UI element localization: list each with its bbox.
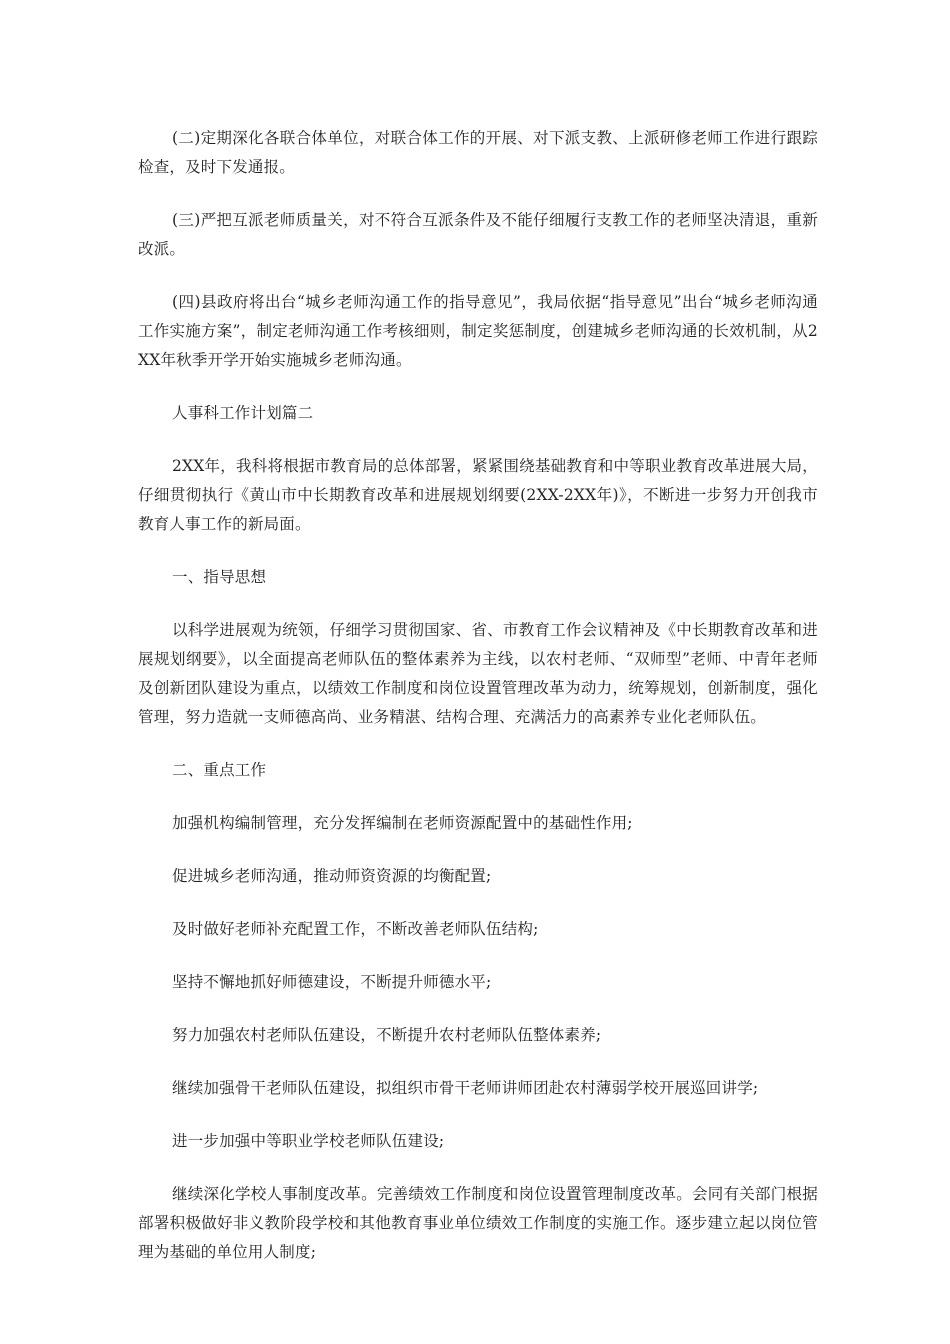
key-work-item: 坚持不懈地抓好师德建设，不断提升师德水平; bbox=[172, 973, 492, 991]
paragraph-gap bbox=[138, 732, 818, 756]
guiding-thought-paragraph: 以科学进展观为统领，仔细学习贯彻国家、省、市教育工作会议精神及《中长期教育改革和进展规划纲要》，以全面提高老师队伍的整体素养为主线，以农村老师、“双师型”老师、中青年老师及创新团队建设为重点，以绩效工作制度和岗位设置管理改革为动力，统筹规划，创新制度，强化管理，努力造就一支师德高尚、业务精湛、结构合理、充满活力的高素养专业化老师队伍。 bbox=[138, 621, 818, 726]
paragraph-gap bbox=[138, 838, 818, 862]
paragraph-gap bbox=[138, 428, 818, 452]
paragraph-item-3: (三)严把互派老师质量关，对不符合互派条件及不能仔细履行支教工作的老师坚决清退，重新改派。 bbox=[138, 211, 818, 258]
intro-paragraph: 2XX年，我科将根据市教育局的总体部署，紧紧围绕基础教育和中等职业教育改革进展大局，仔细贯彻执行《黄山市中长期教育改革和进展规划纲要(2XX-2XX年)》，不断进一步努力开创我市教育人事工作的新局面。 bbox=[138, 457, 818, 533]
paragraph-gap bbox=[138, 182, 818, 206]
key-work-item: 继续深化学校人事制度改革。完善绩效工作制度和岗位设置管理制度改革。会同有关部门根据部署积极做好非义教阶段学校和其他教育事业单位绩效工作制度的实施工作。逐步建立起以岗位管理为基础的单位用人制度; bbox=[138, 1185, 818, 1261]
document-body bbox=[138, 124, 818, 1267]
paragraph-item-2: (二)定期深化各联合体单位，对联合体工作的开展、对下派支教、上派研修老师工作进行跟踪检查，及时下发通报。 bbox=[138, 129, 818, 176]
key-work-item: 加强机构编制管理，充分发挥编制在老师资源配置中的基础性作用; bbox=[172, 814, 633, 832]
paragraph-item-4: (四)县政府将出台“城乡老师沟通工作的指导意见”，我局依据“指导意见”出台“城乡老师沟通工作实施方案”，制定老师沟通工作考核细则，制定奖惩制度，创建城乡老师沟通的长效机制，从2XX年秋季开学开始实施城乡老师沟通。 bbox=[138, 293, 818, 369]
key-work-item: 继续加强骨干老师队伍建设，拟组织市骨干老师讲师团赴农村薄弱学校开展巡回讲学; bbox=[172, 1079, 759, 1097]
paragraph-gap bbox=[138, 1156, 818, 1180]
paragraph-gap bbox=[138, 891, 818, 915]
section-title-plan-two: 人事科工作计划篇二 bbox=[172, 404, 314, 422]
section-heading-key-work: 二、重点工作 bbox=[172, 761, 267, 779]
paragraph-gap bbox=[138, 944, 818, 968]
paragraph-gap bbox=[138, 539, 818, 563]
paragraph-gap bbox=[138, 264, 818, 288]
paragraph-gap bbox=[138, 1050, 818, 1074]
key-work-item: 进一步加强中等职业学校老师队伍建设; bbox=[172, 1132, 445, 1150]
paragraph-gap bbox=[138, 997, 818, 1021]
key-work-item: 及时做好老师补充配置工作，不断改善老师队伍结构; bbox=[172, 920, 539, 938]
paragraph-gap bbox=[138, 375, 818, 399]
paragraph-gap bbox=[138, 785, 818, 809]
key-work-item: 努力加强农村老师队伍建设，不断提升农村老师队伍整体素养; bbox=[172, 1026, 602, 1044]
section-heading-guiding-thought: 一、指导思想 bbox=[172, 568, 267, 586]
paragraph-gap bbox=[138, 592, 818, 616]
key-work-item: 促进城乡老师沟通，推动师资资源的均衡配置; bbox=[172, 867, 492, 885]
paragraph-gap bbox=[138, 1103, 818, 1127]
